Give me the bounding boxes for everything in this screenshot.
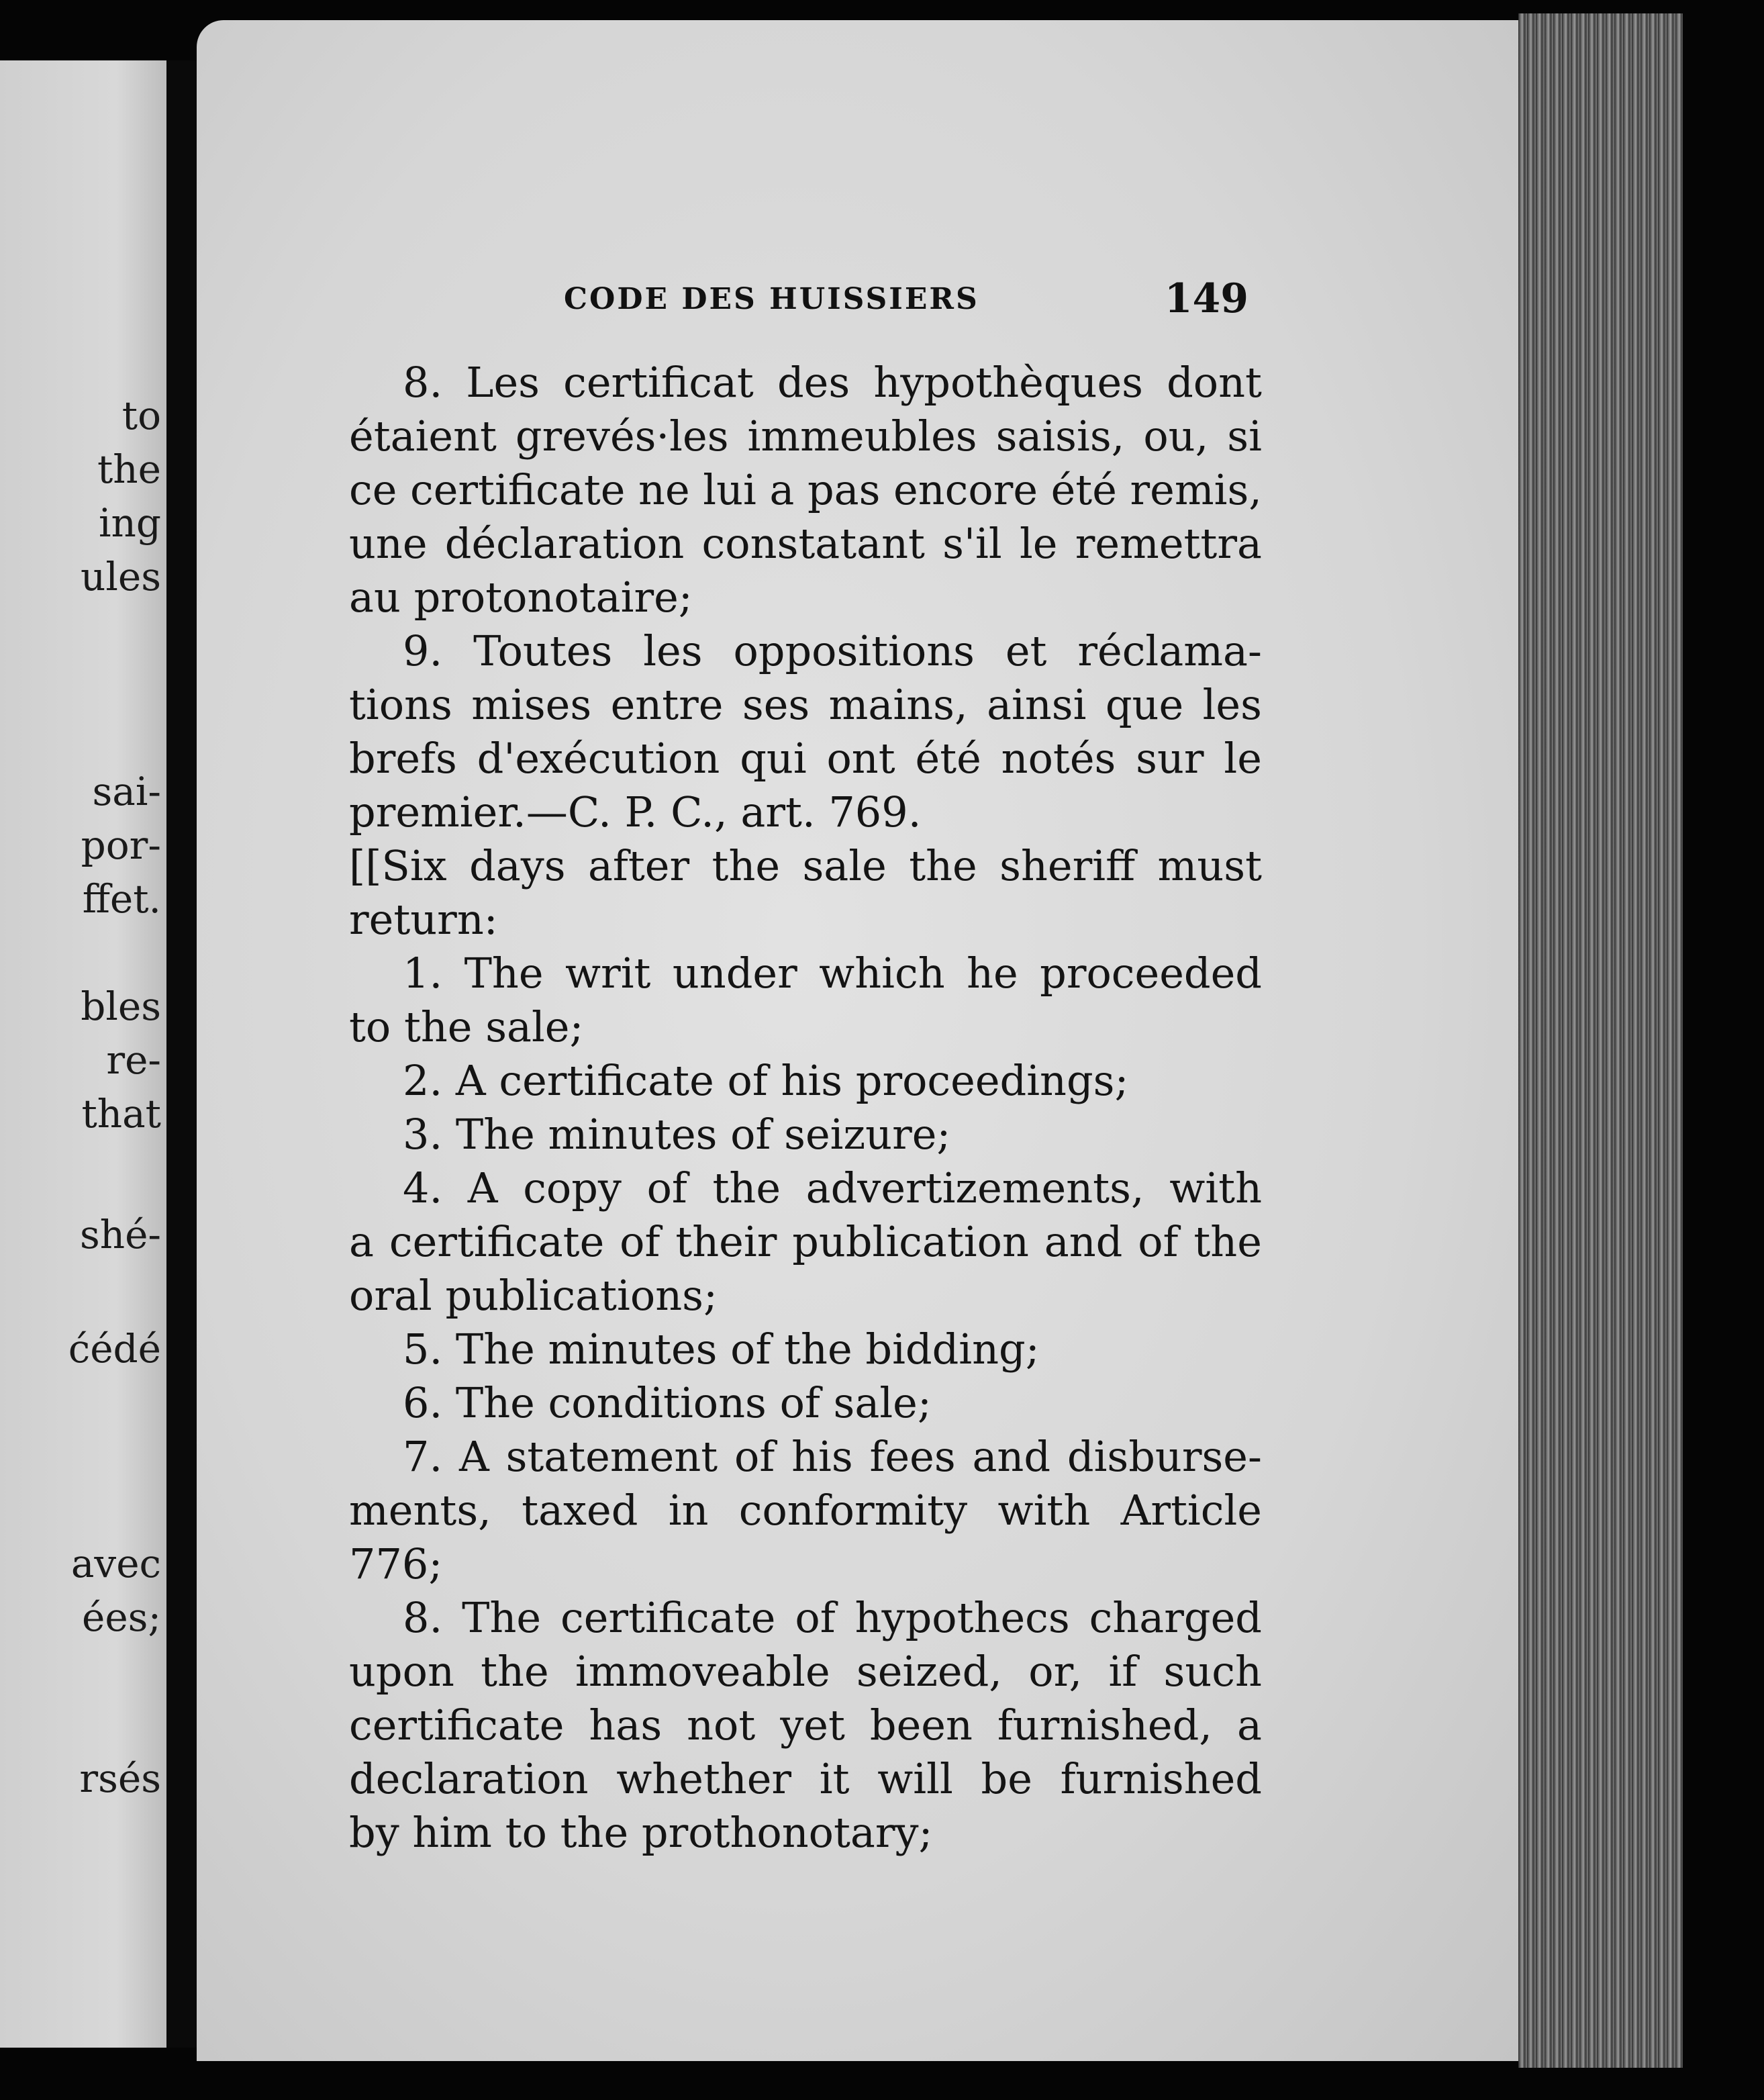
text-line: to the sale;: [349, 1002, 584, 1051]
facing-page-fragment: ules: [81, 554, 161, 600]
text-line: tions mises entre ses mains, ainsi que les: [349, 680, 1262, 729]
book-gutter: [166, 60, 197, 2048]
text-line: 7. A statement of his fees and disburse-: [403, 1432, 1262, 1481]
facing-page-fragment: bles: [81, 984, 161, 1029]
text-line: 3. The minutes of seizure;: [403, 1110, 951, 1159]
facing-page-fragment: por-: [81, 822, 161, 868]
text-line: au protonotaire;: [349, 573, 693, 622]
edge-shadow: [1683, 13, 1764, 2068]
text-line: certificate has not yet been furnished, a: [349, 1701, 1262, 1750]
text-line: 8. Les certificat des hypothèques dont: [403, 358, 1262, 407]
text-line: étaient grevés·les immeubles saisis, ou, si: [349, 412, 1262, 461]
page-edges: [1518, 13, 1683, 2068]
text-line: oral publications;: [349, 1271, 718, 1320]
text-line: by him to the prothonotary;: [349, 1808, 933, 1857]
page-number: 149: [1164, 275, 1248, 322]
facing-page-fragment: sai-: [92, 769, 161, 814]
text-line: premier.—C. P. C., art. 769.: [349, 787, 922, 837]
text-line: upon the immoveable seized, or, if such: [349, 1647, 1262, 1696]
facing-page-fragment: ing: [98, 500, 161, 546]
text-line: 4. A copy of the advertizements, with: [403, 1163, 1262, 1212]
facing-page-fragment: that: [81, 1091, 161, 1137]
text-line: declaration whether it will be furnished: [349, 1754, 1262, 1803]
facing-page: [0, 60, 166, 2048]
text-line: une déclaration constatant s'il le remettra: [349, 519, 1262, 568]
facing-page-fragment: ées;: [82, 1594, 161, 1640]
text-line: 776;: [349, 1539, 443, 1588]
text-line: return:: [349, 895, 498, 944]
text-line: 9. Toutes les oppositions et réclama-: [403, 626, 1262, 675]
facing-page-fragment: ćédé: [68, 1326, 161, 1372]
facing-page-fragment: to: [121, 393, 161, 438]
text-line: brefs d'exécution qui ont été notés sur le: [349, 734, 1262, 783]
facing-page-fragment: shé-: [79, 1212, 161, 1257]
text-line: [[Six days after the sale the sheriff must: [349, 841, 1262, 890]
text-line: 5. The minutes of the bidding;: [403, 1325, 1040, 1374]
facing-page-fragment: the: [97, 446, 161, 492]
text-line: ce certificate ne lui a pas encore été remis,: [349, 465, 1262, 514]
text-line: 8. The certificate of hypothecs charged: [403, 1593, 1262, 1642]
facing-page-fragment: re-: [106, 1037, 161, 1083]
facing-page-fragment: avec: [70, 1541, 161, 1586]
running-title: CODE DES HUISSIERS: [564, 282, 979, 316]
facing-page-fragment: ffet.: [82, 876, 161, 922]
text-line: 2. A certificate of his proceedings;: [403, 1056, 1129, 1105]
text-line: ments, taxed in conformity with Article: [349, 1486, 1262, 1535]
text-line: 1. The writ under which he proceeded: [403, 949, 1262, 998]
text-line: a certificate of their publication and of the: [349, 1217, 1262, 1266]
page-body: [349, 356, 1262, 1860]
facing-page-fragment: rsés: [79, 1756, 161, 1801]
text-line: 6. The conditions of sale;: [403, 1378, 932, 1427]
